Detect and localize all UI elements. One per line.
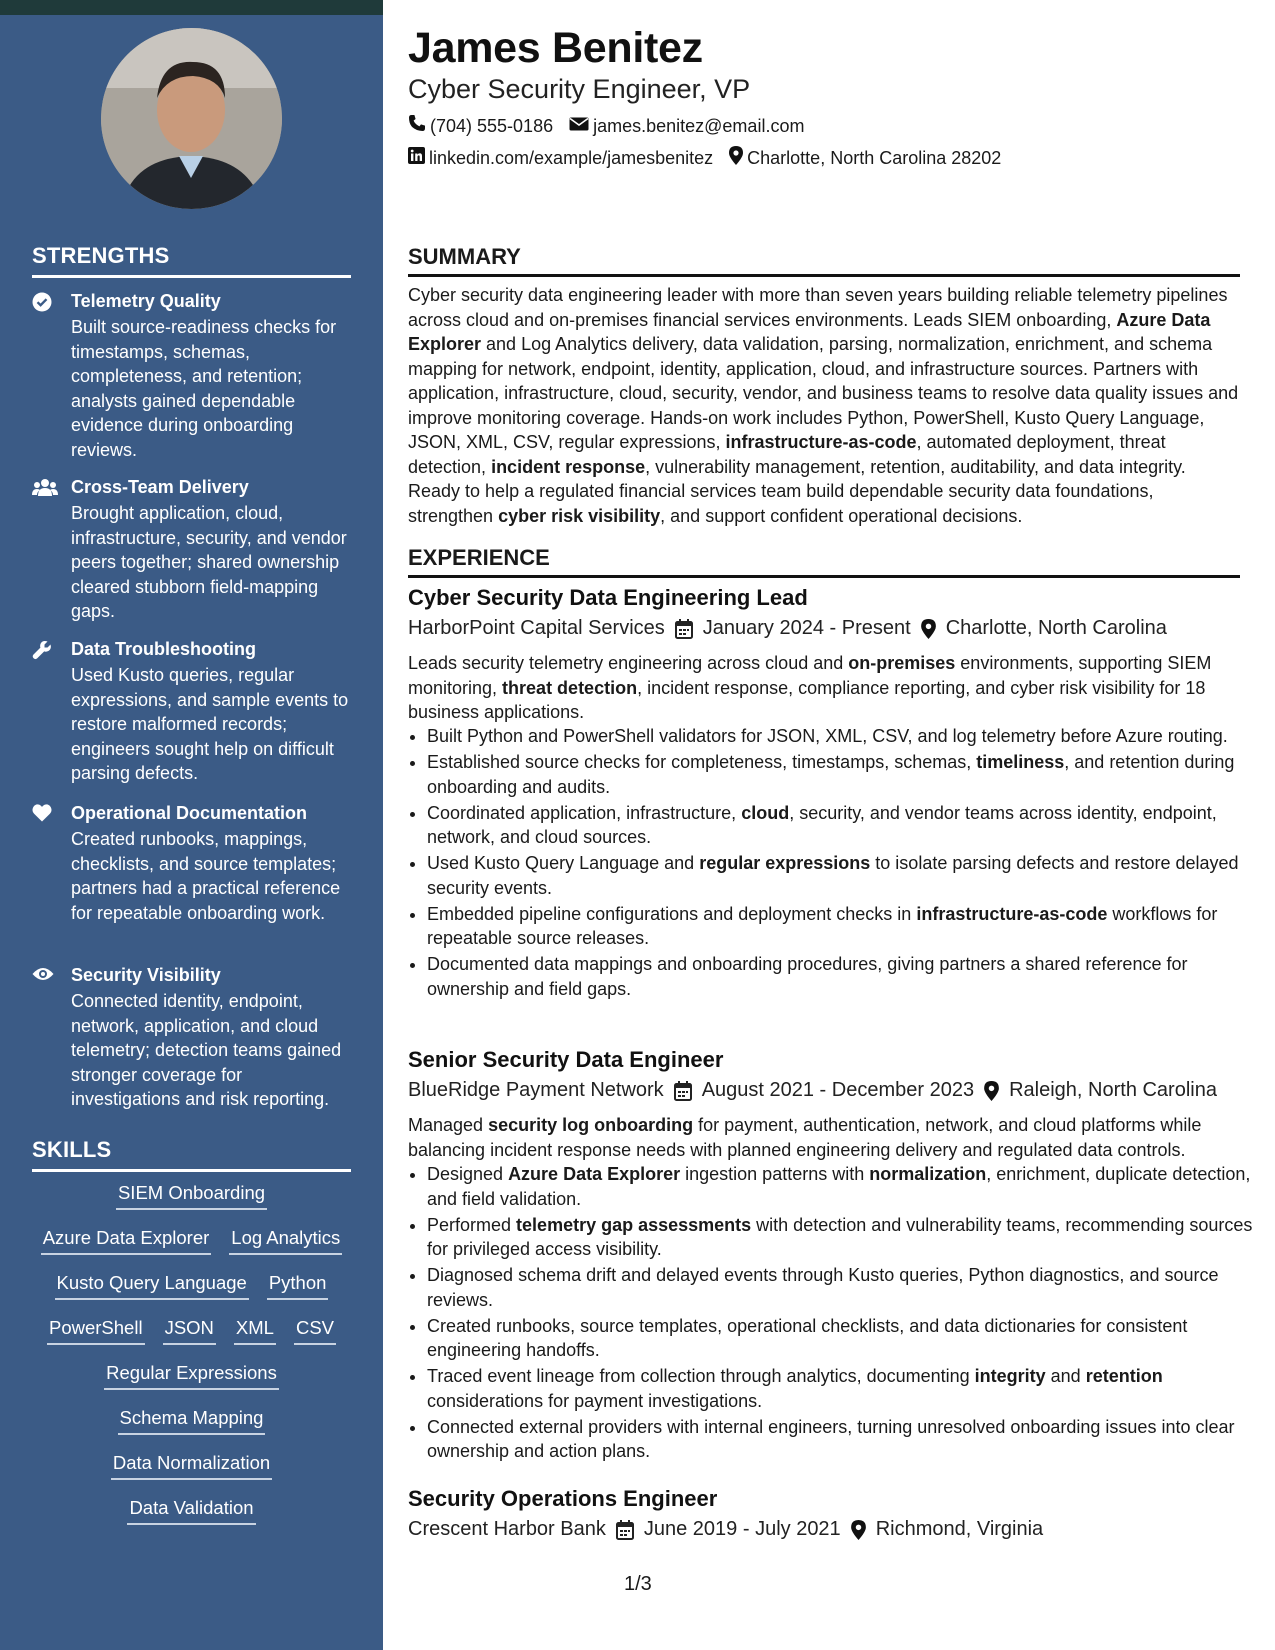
bullet-item: • Used Kusto Query Language and regular expressions to isolate parsing defects and restore delayed security events. <box>427 851 1259 900</box>
location-text: Charlotte, North Carolina 28202 <box>747 148 1002 168</box>
skills-list <box>32 1180 351 1540</box>
sidebar <box>0 0 383 1650</box>
emphasis-text: retention <box>1085 1366 1163 1386</box>
strengths-heading: STRENGTHS <box>32 243 351 278</box>
emphasis-text: security log onboarding <box>488 1115 694 1135</box>
strength-title: Security Visibility <box>71 965 221 985</box>
strength-description: Used Kusto queries, regular expressions, and sample events to restore malformed records; engineers sought help on difficult parsing defects. <box>71 665 349 783</box>
skill-tag: Data Normalization <box>111 1450 272 1480</box>
bullet-item: • Embedded pipeline configurations and deployment checks in infrastructure-as-code workflows for repeatable source releases. <box>427 902 1259 951</box>
skill-row <box>32 1315 351 1360</box>
calendar-icon <box>675 619 693 639</box>
emphasis-text: integrity <box>974 1366 1046 1386</box>
emphasis-text: cyber risk visibility <box>498 505 661 526</box>
phone-icon <box>408 114 426 137</box>
job-meta <box>408 1518 1043 1541</box>
email-contact[interactable] <box>569 114 804 137</box>
strength-title: Cross-Team Delivery <box>71 477 249 497</box>
page-number: 1/3 <box>624 1573 652 1595</box>
emphasis-text: timeliness <box>976 752 1065 772</box>
bullet-item: • Connected external providers with internal engineers, turning unresolved onboarding issues into clear ownership and action plans. <box>427 1415 1259 1464</box>
skill-tag: Azure Data Explorer <box>41 1225 212 1255</box>
skill-tag: PowerShell <box>47 1315 145 1345</box>
job-location: Raleigh, North Carolina <box>1009 1079 1217 1101</box>
bullet-item: • Established source checks for completeness, timestamps, schemas, timeliness, and retention during onboarding and audits. <box>427 750 1259 799</box>
job-dates: August 2021 - December 2023 <box>701 1079 975 1101</box>
strength-title: Operational Documentation <box>71 803 308 823</box>
phone-contact <box>408 114 553 137</box>
job-title: Senior Security Data Engineer <box>408 1047 724 1072</box>
emphasis-text: infrastructure-as-code <box>916 903 1108 924</box>
location-contact <box>729 146 1001 170</box>
experience-heading: EXPERIENCE <box>408 545 1240 578</box>
eye-icon <box>32 966 56 986</box>
bullet-item: • Created runbooks, source templates, operational checklists, and data dictionaries for consistent engineering handoffs. <box>427 1314 1259 1363</box>
job-meta <box>408 617 1167 640</box>
job-dates: January 2024 - Present <box>702 617 911 639</box>
skill-row <box>32 1180 351 1225</box>
skill-tag: Kusto Query Language <box>55 1270 249 1300</box>
strength-description: Brought application, cloud, infrastructure, security, and vendor peers together; shared ownership cleared stubborn field-mapping gaps. <box>71 503 347 621</box>
email-address[interactable]: james.benitez@email.com <box>593 115 805 136</box>
job-location: Richmond, Virginia <box>875 1518 1044 1540</box>
linkedin-contact[interactable] <box>408 146 713 170</box>
strength-description: Connected identity, endpoint, network, application, and cloud telemetry; detection teams gained stronger coverage for investigations and risk reporting. <box>71 991 342 1109</box>
job-intro: Leads security telemetry engineering across cloud and on-premises environments, supporting SIEM monitoring, threat detection, incident response, compliance reporting, and cyber risk visibility for 18 business applications. <box>408 653 1212 722</box>
strength-description: Created runbooks, mappings, checklists, and source templates; partners had a practical reference for repeatable onboarding work. <box>71 829 341 923</box>
skill-tag: XML <box>234 1315 276 1345</box>
calendar-icon <box>616 1520 634 1540</box>
company-name: BlueRidge Payment Network <box>408 1079 664 1101</box>
company-name: HarborPoint Capital Services <box>408 617 665 639</box>
bullet-item: • Traced event lineage from collection through analytics, documenting integrity and retention considerations for payment investigations. <box>427 1364 1259 1413</box>
emphasis-text: regular expressions <box>699 853 871 873</box>
skills-heading: SKILLS <box>32 1137 351 1172</box>
skill-row <box>32 1360 351 1405</box>
job-dates: June 2019 - July 2021 <box>643 1518 841 1540</box>
strength-title: Data Troubleshooting <box>71 639 257 659</box>
job-bullets <box>408 1162 1259 1465</box>
bullet-item: • Documented data mappings and onboarding procedures, giving partners a shared reference for ownership and field gaps. <box>427 952 1259 1001</box>
skill-row <box>32 1225 351 1270</box>
map-pin-icon <box>984 1081 999 1101</box>
summary-text: Cyber security data engineering leader with more than seven years building reliable telemetry pipelines across cloud and on-premises financial services environments. Leads SIEM onboarding, Azure Data Explorer and Log Analytics delivery, data validation, parsing, normalization, enrichment, and schema mapping for network, endpoint, identity, application, cloud, and infrastructure sources. Partners with application, infrastructure, cloud, security, vendor, and business teams to resolve data quality issues and improve monitoring coverage. Hands-on work includes Python, PowerShell, Kusto Query Language, JSON, XML, CSV, regular expressions, infrastructure-as-code, automated deployment, threat detection, incident response, vulnerability management, retention, auditability, and data integrity. Ready to help a regulated financial services team build dependable security data foundations, strengthen cyber risk visibility, and support confident operational decisions. <box>408 285 1239 526</box>
skill-row <box>32 1270 351 1315</box>
skill-tag: SIEM Onboarding <box>116 1180 267 1210</box>
skill-tag: JSON <box>163 1315 216 1345</box>
emphasis-text: cloud <box>741 802 790 823</box>
linkedin-url[interactable]: linkedin.com/example/jamesbenitez <box>429 148 714 168</box>
skill-row <box>32 1495 351 1540</box>
job-intro: Managed security log onboarding for payment, authentication, network, and cloud platforms while balancing incident response needs with planned engineering delivery and regulated data controls. <box>408 1115 1202 1160</box>
users-icon <box>32 478 56 498</box>
candidate-title: Cyber Security Engineer, VP <box>408 74 751 104</box>
job-bullets <box>408 724 1259 1003</box>
linkedin-icon <box>408 147 425 169</box>
emphasis-text: Azure Data Explorer <box>508 1164 681 1184</box>
bullet-item: • Built Python and PowerShell validators for JSON, XML, CSV, and log telemetry before Azure routing. <box>427 724 1259 749</box>
contact-row <box>408 146 1001 170</box>
job-location: Charlotte, North Carolina <box>945 617 1167 639</box>
envelope-icon <box>569 115 589 137</box>
company-name: Crescent Harbor Bank <box>408 1518 606 1540</box>
emphasis-text: incident response <box>491 456 646 477</box>
skill-tag: Log Analytics <box>229 1225 342 1255</box>
skill-row <box>32 1405 351 1450</box>
candidate-name: James Benitez <box>408 24 703 72</box>
skill-tag: Regular Expressions <box>104 1360 279 1390</box>
emphasis-text: normalization <box>869 1164 987 1184</box>
emphasis-text: telemetry gap assessments <box>516 1214 752 1235</box>
bullet-item: • Coordinated application, infrastructure, cloud, security, and vendor teams across identity, endpoint, network, and cloud sources. <box>427 801 1259 850</box>
bullet-item: • Performed telemetry gap assessments with detection and vulnerability teams, recommending sources for privileged access visibility. <box>427 1213 1259 1262</box>
skill-tag: Data Validation <box>127 1495 255 1525</box>
heart-icon <box>32 804 56 824</box>
summary-heading: SUMMARY <box>408 244 1240 277</box>
phone-number: (704) 555-0186 <box>430 115 554 136</box>
job-title: Cyber Security Data Engineering Lead <box>408 585 808 610</box>
profile-photo <box>101 28 282 209</box>
map-pin-icon <box>921 619 936 639</box>
calendar-icon <box>674 1081 692 1101</box>
skill-tag: Schema Mapping <box>118 1405 266 1435</box>
strength-title: Telemetry Quality <box>71 291 221 311</box>
contact-row <box>408 114 804 137</box>
bullet-item: • Designed Azure Data Explorer ingestion patterns with normalization, enrichment, duplicate detection, and field validation. <box>427 1162 1259 1211</box>
emphasis-text: threat detection <box>502 677 638 698</box>
job-meta <box>408 1079 1217 1102</box>
bullet-item: • Diagnosed schema drift and delayed events through Kusto queries, Python diagnostics, and source reviews. <box>427 1263 1259 1312</box>
check-circle-icon <box>32 292 56 312</box>
job-title: Security Operations Engineer <box>408 1486 718 1511</box>
emphasis-text: Azure Data Explorer <box>408 309 1211 354</box>
map-pin-icon <box>851 1520 866 1540</box>
skill-row <box>32 1450 351 1495</box>
skill-tag: CSV <box>294 1315 336 1345</box>
wrench-icon <box>32 640 56 660</box>
sidebar-top-bar <box>0 0 383 15</box>
emphasis-text: infrastructure-as-code <box>725 432 917 452</box>
map-pin-icon <box>729 146 743 170</box>
strength-description: Built source-readiness checks for timestamps, schemas, completeness, and retention; analysts gained dependable evidence during onboarding reviews. <box>71 317 337 460</box>
emphasis-text: on-premises <box>848 653 956 673</box>
skill-tag: Python <box>267 1270 329 1300</box>
